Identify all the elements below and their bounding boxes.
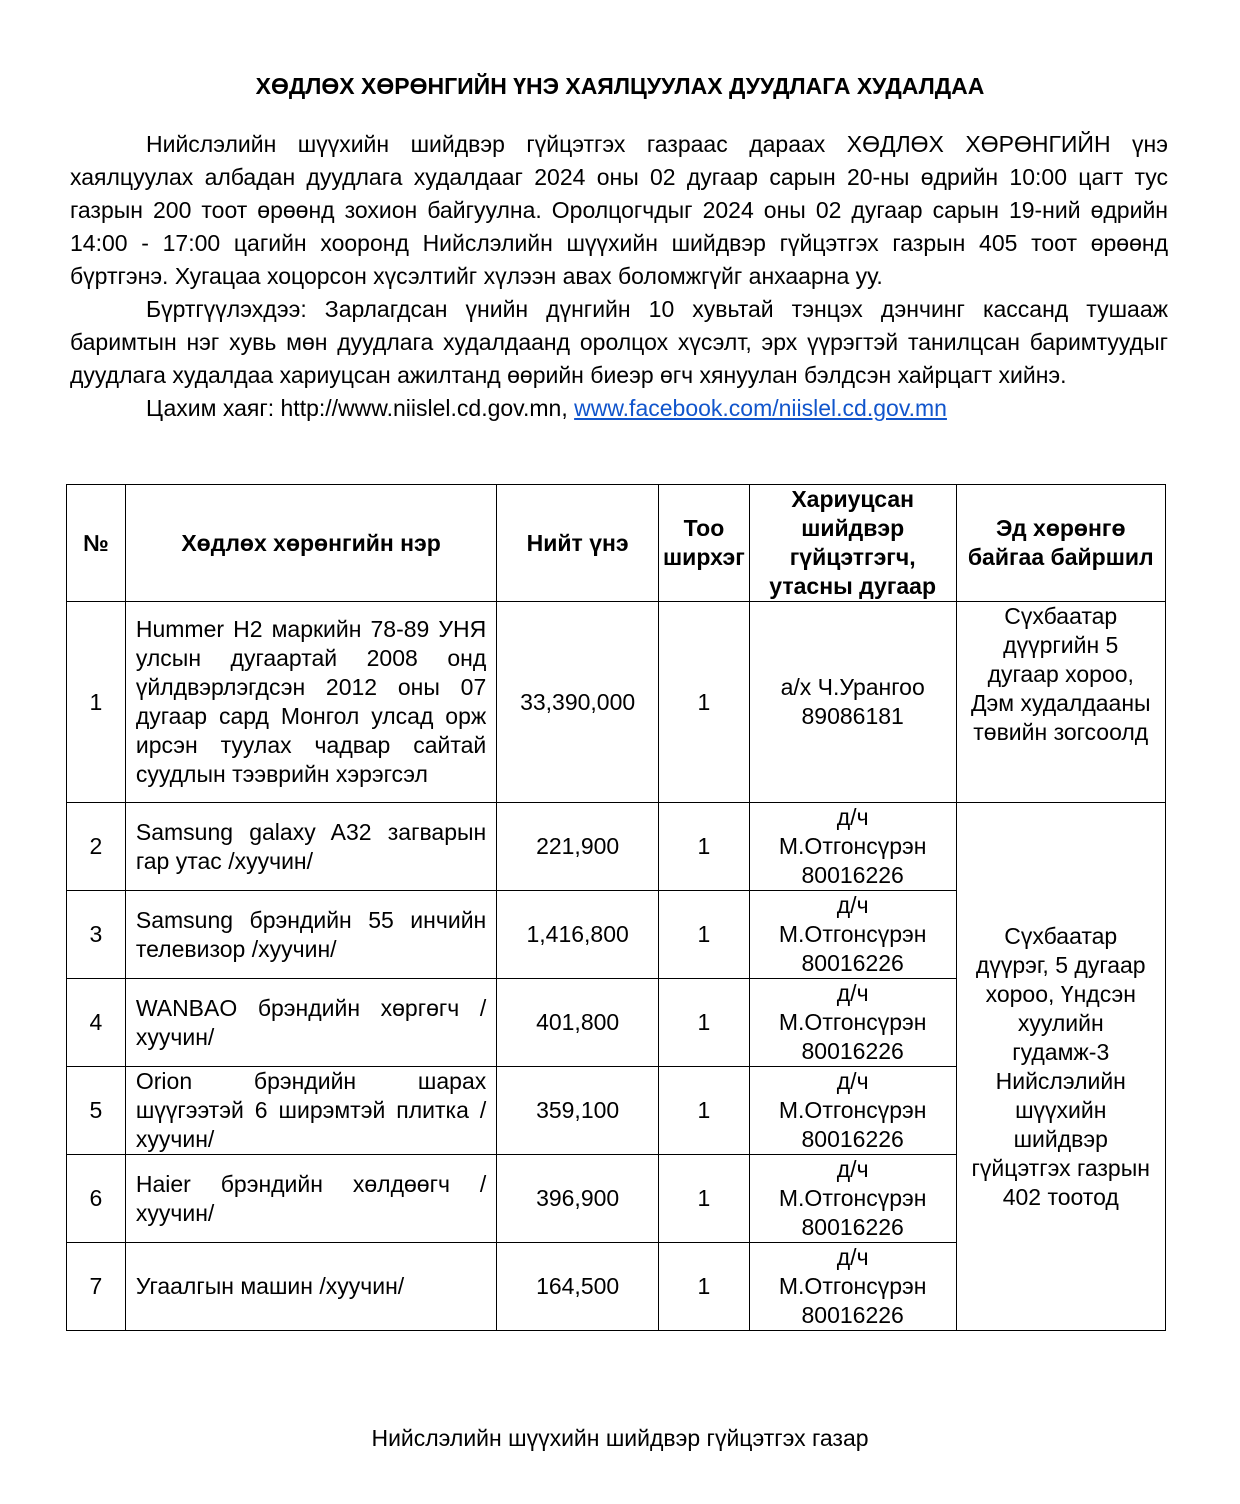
shared-asset-location: Сүхбаатар дүүрэг, 5 дугаар хороо, Үндсэн хуулийн гудамж-3 Нийслэлийн шүүхийн шийдвэр гүйцэтгэх газрын 402 тоотод: [956, 803, 1166, 1331]
total-price: 1,416,800: [497, 891, 659, 979]
document-title: ХӨДЛӨХ ХӨРӨНГИЙН ҮНЭ ХАЯЛЦУУЛАХ ДУУДЛАГА ХУДАЛДАА: [255, 73, 985, 99]
row-number: 4: [67, 979, 126, 1067]
asset-name: Samsung galaxy A32 загварын гар утас /хуучин/: [125, 803, 496, 891]
officer-contact: д/ч М.Отгонсүрэн 80016226: [749, 803, 956, 891]
intro-section: [70, 128, 1168, 425]
quantity: 1: [659, 1155, 750, 1243]
row-number: 2: [67, 803, 126, 891]
asset-name: WANBAO брэндийн хөргөгч /хуучин/: [125, 979, 496, 1067]
total-price: 359,100: [497, 1067, 659, 1155]
facebook-link[interactable]: www.facebook.com/niislel.cd.gov.mn: [574, 395, 947, 421]
quantity: 1: [659, 803, 750, 891]
quantity: 1: [659, 1243, 750, 1331]
total-price: 401,800: [497, 979, 659, 1067]
asset-name: Haier брэндийн хөлдөөгч /хуучин/: [125, 1155, 496, 1243]
quantity: 1: [659, 979, 750, 1067]
row-number: 5: [67, 1067, 126, 1155]
officer-contact: д/ч М.Отгонсүрэн 80016226: [749, 979, 956, 1067]
asset-name: Hummer H2 маркийн 78-89 УНЯ улсын дугаартай 2008 онд үйлдвэрлэгдсэн 2012 оны 07 дугаар сард Монгол улсад орж ирсэн туулах чадвар сайтай суудлын тээврийн хэрэгсэл: [125, 602, 496, 803]
row-number: 3: [67, 891, 126, 979]
header-quantity: Тоо ширхэг: [659, 485, 750, 602]
header-number: №: [67, 485, 126, 602]
total-price: 396,900: [497, 1155, 659, 1243]
total-price: 33,390,000: [497, 602, 659, 803]
asset-location: Сүхбаатар дүүргийн 5 дугаар хороо, Дэм худалдааны төвийн зогсоолд: [956, 602, 1166, 803]
quantity: 1: [659, 1067, 750, 1155]
row-number: 7: [67, 1243, 126, 1331]
officer-contact: д/ч М.Отгонсүрэн 80016226: [749, 1155, 956, 1243]
footer-signature: Нийслэлийн шүүхийн шийдвэр гүйцэтгэх газар: [371, 1425, 869, 1451]
header-location: Эд хөрөнгө байгаа байршил: [956, 485, 1166, 602]
total-price: 164,500: [497, 1243, 659, 1331]
asset-name: Samsung брэндийн 55 инчийн телевизор /хуучин/: [125, 891, 496, 979]
row-number: 6: [67, 1155, 126, 1243]
web-address-line: [70, 392, 1168, 425]
assets-table: [66, 484, 1166, 1331]
total-price: 221,900: [497, 803, 659, 891]
officer-contact: а/х Ч.Урангоо 89086181: [749, 602, 956, 803]
row-number: 1: [67, 602, 126, 803]
table-row: [67, 602, 1166, 803]
asset-name: Угаалгын машин /хуучин/: [125, 1243, 496, 1331]
officer-contact: д/ч М.Отгонсүрэн 80016226: [749, 891, 956, 979]
asset-name: Orion брэндийн шарах шүүгээтэй 6 ширэмтэй плитка /хуучин/: [125, 1067, 496, 1155]
quantity: 1: [659, 891, 750, 979]
web-address-prefix: Цахим хаяг: http://www.niislel.cd.gov.mn,: [146, 395, 575, 421]
officer-contact: д/ч М.Отгонсүрэн 80016226: [749, 1067, 956, 1155]
officer-contact: д/ч М.Отгонсүрэн 80016226: [749, 1243, 956, 1331]
header-total-price: Нийт үнэ: [497, 485, 659, 602]
table-row: [67, 803, 1166, 891]
intro-paragraph-registration: Бүртгүүлэхдээ: Зарлагдсан үнийн дүнгийн 10 хувьтай тэнцэх дэнчинг кассанд тушааж баримтын нэг хувь мөн дуудлага худалдаанд оролцох хүсэлт, эрх үүрэгтэй танилцсан баримтуудыг дуудлага худалдаа хариуцсан ажилтанд өөрийн биеэр өгч хянуулан бэлдсэн хайрцагт хийнэ.: [70, 296, 1168, 388]
table-header-row: [67, 485, 1166, 602]
intro-paragraph-schedule: Нийслэлийн шүүхийн шийдвэр гүйцэтгэх газраас дараах ХӨДЛӨХ ХӨРӨНГИЙН үнэ хаялцуулах албадан дуудлага худалдааг 2024 оны 02 дугаар сарын 20-ны өдрийн 10:00 цагт тус газрын 200 тоот өрөөнд зохион байгуулна. Оролцогчдыг 2024 оны 02 дугаар сарын 19-ний өдрийн 14:00 - 17:00 цагийн хооронд Нийслэлийн шүүхийн шийдвэр гүйцэтгэх газрын 405 тоот өрөөнд бүртгэнэ. Хугацаа хоцорсон хүсэлтийг хүлээн авах боломжгүйг анхаарна уу.: [70, 131, 1168, 289]
quantity: 1: [659, 602, 750, 803]
header-officer: Хариуцсан шийдвэр гүйцэтгэгч, утасны дугаар: [749, 485, 956, 602]
header-asset-name: Хөдлөх хөрөнгийн нэр: [125, 485, 496, 602]
